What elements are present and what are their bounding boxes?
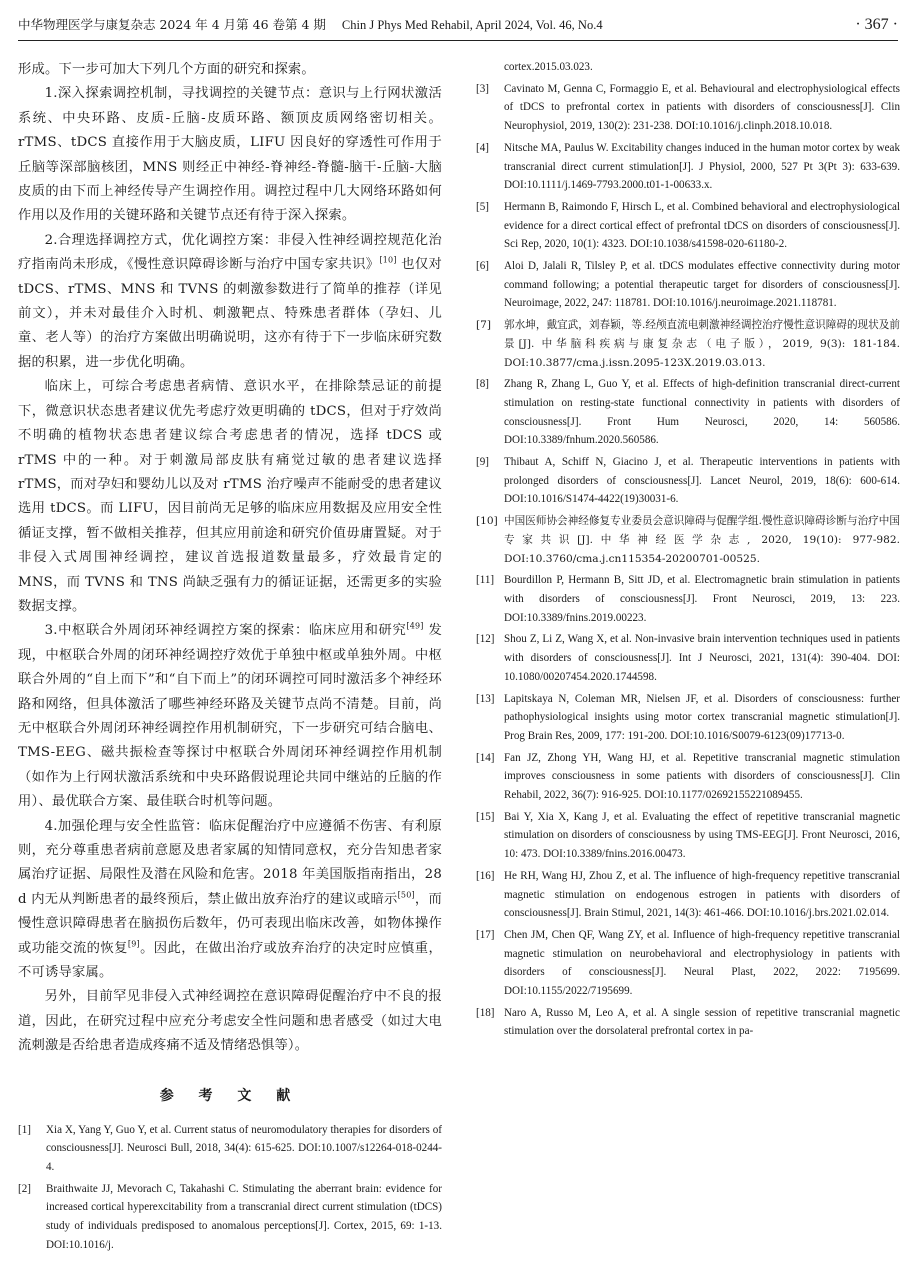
reference-text: He RH, Wang HJ, Zhou Z, et al. The influence of high-frequency repetitive transcranial magnetic stimulation on endogenous estrogen in patients with disorders of consciousness[J]. Brain Stimul, 2021, 14(3): 461-466. DOI:10.1016/j.brs.2021.02.014. (504, 869, 900, 920)
reference-list-right (476, 58, 900, 1041)
reference-text: Xia X, Yang Y, Guo Y, et al. Current status of neuromodulatory therapies for disorders of consciousness[J]. Neurosci Bull, 2018, 34(4): 615-625. DOI:10.1007/s12264-018-0244-4. (46, 1123, 442, 1174)
running-header (18, 10, 898, 41)
reference-entry (476, 926, 900, 1001)
reference-text: Chen JM, Chen QF, Wang ZY, et al. Influence of high-frequency repetitive transcranial magnetic stimulation on neurobehavioral and electrophysiology in patients with disorders of consciousness[J]. Neural Plast, 2022, 2022: 7195699. DOI:10.1155/2022/7195699. (504, 928, 900, 998)
reference-number: [16] (476, 869, 495, 882)
reference-entry (476, 808, 900, 864)
reference-number: [18] (476, 1006, 495, 1019)
paragraph: 3.中枢联合外周闭环神经调控方案的探索：临床应用和研究[49] 发现，中枢联合外周的闭环神经调控疗效优于单独中枢或单独外周。中枢联合外周的“自上而下”和“自下而上”的闭环调控可同时激活多个神经环路和网络，但具体激活了哪些神经环路及关键节点尚不清楚。目前，尚无中枢联合外周闭环神经调控作用机制研究，下一步研究可结合脑电、TMS-EEG、磁共振检查等探讨中枢联合外周闭环神经调控作用机制（如作为上行网状激活系统和中央环路假说理论共同中继站的丘脑的作用）、最优联合方案、最佳联合时机等问题。 (18, 621, 442, 810)
left-column (18, 58, 442, 1272)
reference-text: Hermann B, Raimondo F, Hirsch L, et al. Combined behavioral and electrophysiological evidence for a direct cortical effect of prefrontal tDCS on disorders of consciousness[J]. Sci Rep, 2020, 10(1): 4323. DOI:10.1038/s41598-020-61180-2. (504, 200, 900, 251)
reference-text: Braithwaite JJ, Mevorach C, Takahashi C. Stimulating the aberrant brain: evidence for increased cortical hyperexcitability from a transcranial direct current stimulation (tDCS) study of individuals predisposed to anomalous perceptions[J]. Cortex, 2015, 69: 1-13. DOI:10.1016/j. (46, 1182, 442, 1251)
reference-number: [9] (476, 456, 489, 469)
citation-marker: [9] (127, 939, 140, 949)
journal-citation (18, 10, 603, 40)
body-text (18, 58, 442, 1059)
reference-text: Aloi D, Jalali R, Tilsley P, et al. tDCS modulates effective connectivity during motor command following; a potential therapeutic target for disorders of consciousness[J]. Neuroimage, 2022, 247: 118781. DOI:10.1016/j.neuroimage.2021.118781. (504, 260, 900, 310)
journal-name-en: Chin J Phys Med Rehabil, April 2024, Vol. 46, No.4 (341, 18, 603, 32)
reference-number: [2] (18, 1182, 31, 1195)
reference-entry (18, 1180, 442, 1255)
reference-text: Naro A, Russo M, Leo A, et al. A single session of repetitive transcranial magnetic stimulation over the dorsolateral prefrontal cortex in pa- (504, 1006, 900, 1038)
reference-entry (476, 630, 900, 686)
paragraph: 临床上，可综合考虑患者病情、意识水平，在排除禁忌证的前提下，微意识状态患者建议优先考虑疗效更明确的 tDCS，但对于疗效尚不明确的植物状态患者建议综合考虑患者的情况，选择 tDCS 或 rTMS 中的一种。对于刺激局部皮肤有痛觉过敏的患者建议选择 rTMS，而对孕妇和婴幼儿以及对 rTMS 治疗噪声不能耐受的患者建议选用 tDCS。而 LIFU，因目前尚无足够的临床应用数据及应用安全性循证支撑，暂不做相关推荐，但其应用前途和研究价值毋庸置疑。对于非侵入式周围神经调控，建议首选报道数量最多，疗效最肯定的 MNS，而 TVNS 和 TNS 尚缺乏强有力的循证证据，还需更多的实验数据支撑。 (18, 379, 442, 614)
citation-marker: [50] (397, 890, 415, 900)
reference-text: Thibaut A, Schiff N, Giacino J, et al. Therapeutic interventions in patients with prolonged disorders of consciousness[J]. Lancet Neurol, 2019, 18(6): 600-614. DOI:10.1016/S1474-4422(19)30031-6. (504, 456, 900, 506)
reference-entry (476, 867, 900, 923)
reference-entry (476, 198, 900, 254)
reference-entry (476, 58, 900, 77)
reference-entry (476, 1004, 900, 1041)
paragraph: 1.深入探索调控机制，寻找调控的关键节点：意识与上行网状激活系统、中央环路、皮质-丘脑-皮质环路、额顶皮质网络密切相关。rTMS、tDCS 直接作用于大脑皮质，LIFU 因良好的穿透性可作用于丘脑等深部脑核团，MNS 则经正中神经-脊神经-脊髓-脑干-丘脑-大脑皮质的由下而上神经传导产生调控作用。调控过程中几大网络环路如何作用以及作用的关键环路和关键节点还有待于深入探索。 (18, 86, 442, 224)
reference-entry (476, 453, 900, 509)
reference-entry (476, 690, 900, 746)
reference-entry (476, 749, 900, 805)
reference-number: [6] (476, 260, 489, 273)
reference-entry (18, 1121, 442, 1177)
reference-entry (476, 139, 900, 195)
reference-number: [17] (476, 928, 495, 941)
reference-number: [13] (476, 692, 495, 705)
reference-list-left (18, 1121, 442, 1255)
reference-number: [14] (476, 751, 495, 764)
reference-number: [8] (476, 378, 489, 391)
reference-entry (476, 571, 900, 627)
reference-text: Bourdillon P, Hermann B, Sitt JD, et al. Electromagnetic brain stimulation in patients with disorders of consciousness[J]. Front Neurosci, 2019, 13: 223. DOI:10.3389/fnins.2019.00223. (504, 574, 900, 624)
reference-text: cortex.2015.03.023. (504, 61, 593, 73)
reference-number: [5] (476, 200, 489, 213)
reference-number: [12] (476, 633, 495, 646)
reference-entry (476, 375, 900, 450)
reference-entry (476, 80, 900, 136)
right-column (476, 58, 900, 1272)
paragraph: 2.合理选择调控方式，优化调控方案：非侵入性神经调控规范化治疗指南尚未形成，《慢性意识障碍诊断与治疗中国专家共识》[10] 也仅对 tDCS、rTMS、MNS 和 TVNS 的刺激参数进行了简单的推荐（详见前文），并未对最佳介入时机、刺激靶点、特殊患者群体（孕妇、儿童、老人等）的治疗方案做出明确说明，这亦有待于下一步临床研究数据的积累，进一步优化明确。 (18, 232, 442, 370)
page-number: · 367 · (855, 16, 898, 33)
reference-number: [11] (476, 574, 495, 587)
reference-text: Shou Z, Li Z, Wang X, et al. Non-invasive brain intervention techniques used in patients with disorders of consciousness[J]. Int J Neurosci, 2021, 131(4): 390-404. DOI: 10.1080/00207454.2020.1744598. (504, 633, 900, 683)
citation-marker: [49] (406, 621, 424, 631)
reference-number: [3] (476, 82, 489, 95)
reference-text: Cavinato M, Genna C, Formaggio E, et al. Behavioural and electrophysiological effects of tDCS to prefrontal cortex in patients with disorders of consciousness[J]. Clin Neurophysiol, 2019, 130(2): 231-238. DOI:10.1016/j.clinph.2018.10.018. (504, 82, 900, 133)
paragraph: 形成。下一步可加大下列几个方面的研究和探索。 (18, 62, 315, 77)
reference-text: Zhang R, Zhang L, Guo Y, et al. Effects of high-definition transcranial direct-current stimulation on resting-state functional connectivity in patients with disorders of consciousness[J]. Front Hum Neurosci, 2020, 14: 560586. DOI:10.3389/fnhum.2020.560586. (504, 378, 900, 447)
reference-entry (476, 257, 900, 313)
reference-entry (476, 512, 900, 568)
reference-text: 中国医师协会神经修复专业委员会意识障碍与促醒学组.慢性意识障碍诊断与治疗中国专家共识[J].中华神经医学杂志, 2020, 19(10): 977-982. DOI:10.3760/cma.j.cn115354-20200701-00525. (504, 515, 900, 565)
reference-text: 郭水坤，戴宜武，刘春颖，等.经颅直流电刺激神经调控治疗慢性意识障碍的现状及前景[J]. 中华脑科疾病与康复杂志（电子版），2019, 9(3): 181-184. DOI:10.3877/cma.j.issn.2095-123X.2019.03.013. (504, 319, 900, 369)
reference-text: Nitsche MA, Paulus W. Excitability changes induced in the human motor cortex by weak transcranial direct current stimulation[J]. J Physiol, 2000, 527 Pt 3(Pt 3): 633-639. DOI:10.1111/j.1469-7793.2000.t01-1-00633.x. (504, 141, 900, 192)
reference-number: [1] (18, 1123, 31, 1136)
paragraph: 另外，目前罕见非侵入式神经调控在意识障碍促醒治疗中不良的报道，因此，在研究过程中应充分考虑安全性问题和患者感受（如过大电流刺激是否给患者造成疼痛不适及情绪恐惧等）。 (18, 989, 442, 1054)
reference-number: [15] (476, 810, 495, 823)
reference-number: [10] (476, 515, 498, 528)
journal-name-cn: 中华物理医学与康复杂志 2024 年 4 月第 46 卷第 4 期 (18, 17, 326, 32)
paragraph: 4.加强伦理与安全性监管：临床促醒治疗中应遵循不伤害、有利原则，充分尊重患者病前意愿及患者家属的知情同意权，充分告知患者家属治疗证据、局限性及潜在风险和危害。2018 年美国版指南指出，28 d 内无从判断患者的最终预后，禁止做出放弃治疗的建议或暗示[50]，而慢性意识障碍患者在脑损伤后数年，仍可表现出临床改善，如物体操作或功能交流的恢复[9]。因此，在做出治疗或放弃治疗的决定时应慎重，不可诱导家属。 (18, 818, 442, 981)
reference-text: Lapitskaya N, Coleman MR, Nielsen JF, et al. Disorders of consciousness: further pathophysiological insights using motor cortex transcranial magnetic stimulation[J]. Prog Brain Res, 2009, 177: 191-200. DOI:10.1016/S0079-6123(09)17713-0. (504, 692, 900, 742)
reference-text: Fan JZ, Zhong YH, Wang HJ, et al. Repetitive transcranial magnetic stimulation improves consciousness in some patients with disorders of consciousness[J]. Clin Rehabil, 2022, 36(7): 916-925. DOI:10.1177/02692155221089455. (504, 751, 900, 802)
references-heading: 参 考 文 献 (159, 1087, 301, 1104)
citation-marker: [10] (379, 255, 397, 265)
reference-text: Bai Y, Xia X, Kang J, et al. Evaluating the effect of repetitive transcranial magnetic stimulation on disorders of consciousness by using TMS-EEG[J]. Front Neurosci, 2016, 10: 473. DOI:10.3389/fnins.2016.00473. (504, 810, 900, 861)
reference-number: [4] (476, 141, 489, 154)
reference-number: [7] (476, 319, 492, 332)
reference-entry (476, 316, 900, 372)
